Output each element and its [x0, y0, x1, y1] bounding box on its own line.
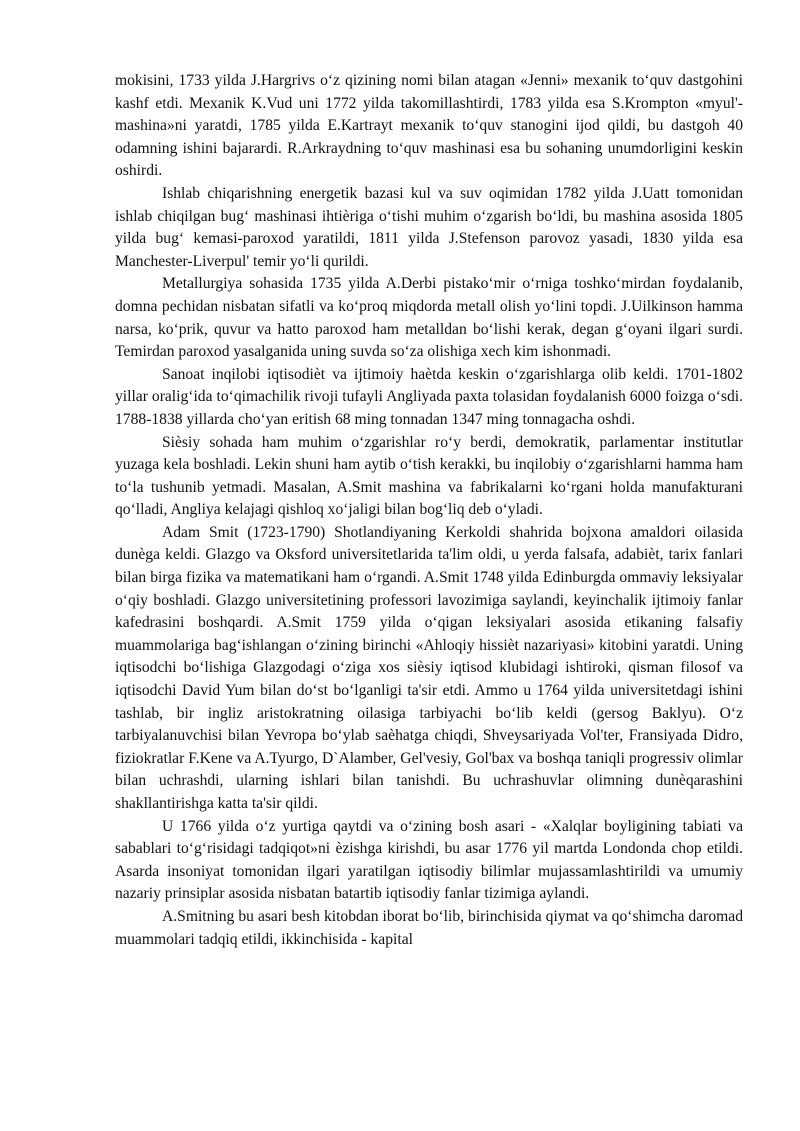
document-page: [115, 70, 743, 951]
paragraph-book-structure: A.Smitning bu asari besh kitobdan iborat bo‘lib, birinchisida qiymat va qo‘shimcha daromad muammolari tadqiq etildi, ikkinchisida - kapital: [115, 907, 743, 948]
paragraph-political-changes: Sièsiy sohada ham muhim o‘zgarishlar ro‘y berdi, demokratik, parlamentar institutlar yuzaga kela boshladi. Lekin shuni ham aytib o‘tish kerakki, bu inqilobiy o‘zgarishlarni hamma ham to‘la tushunib yetmadi. Masalan, A.Smit mashina va fabrikalarni ko‘rgani holda manufakturani qo‘lladi, Angliya kelajagi qishloq xo‘jaligi bilan bog‘liq deb o‘yladi.: [115, 433, 743, 519]
paragraph-metallurgy: Metallurgiya sohasida 1735 yilda A.Derbi pistako‘mir o‘rniga toshko‘mirdan foydalanib, domna pechidan nisbatan sifatli va ko‘proq miqdorda metall olish yo‘lini topdi. J.Uilkinson hamma narsa, ko‘prik, quvur va hatto paroxod ham metalldan bo‘lishi kerak, degan g‘oyani ilgari surdi. Temirdan paroxod yasalganida uning suvda so‘za olishiga xech kim ishonmadi.: [115, 275, 743, 361]
paragraph-wealth-of-nations: U 1766 yilda o‘z yurtiga qaytdi va o‘zining bosh asari - «Xalqlar boyligining tabiati va sabablari to‘g‘risidagi tadqiqot»ni èzishga kirishdi, bu asar 1776 yil martda Londonda chop etildi. Asarda insoniyat tomonidan ilgari yaratilgan iqtisodiy bilimlar mujassamlashtirildi va umumiy nazariy prinsiplar asosida nisbatan batartib iqtisodiy fanlar tizimiga aylandi.: [115, 817, 743, 903]
paragraph-adam-smith-biography: Adam Smit (1723-1790) Shotlandiyaning Kerkoldi shahrida bojxona amaldori oilasida dunèga keldi. Glazgo va Oksford universitetlarida ta'lim oldi, u yerda falsafa, adabièt, tarix fanlari bilan birga fizika va matematikani ham o‘rgandi. A.Smit 1748 yilda Edinburgda ommaviy leksiyalar o‘qiy boshladi. Glazgo universitetining professori lavozimiga saylandi, keyinchalik ijtimoiy fanlar kafedrasini boshqardi. A.Smit 1759 yilda o‘qigan leksiyalari asosida etikaning falsafiy muammolariga bag‘ishlangan o‘zining birinchi «Ahloqiy hissièt nazariyasi» kitobini yaratdi. Uning iqtisodchi bo‘lishiga Glazgodagi o‘ziga xos sièsiy iqtisod klubidagi ishtiroki, qisman filosof va iqtisodchi David Yum bilan do‘st bo‘lganligi ta'sir etdi. Ammo u 1764 yilda universitetdagi ishini tashlab, bir ingliz aristokratning oilasiga tarbiyachi bo‘lib keldi (gersog Baklyu). O‘z tarbiyalanuvchisi bilan Yevropa bo‘ylab saèhatga chiqdi, Shveysariyada Vol'ter, Fransiyada Didro, fiziokratlar F.Kene va A.Tyurgo, D`Alamber, Gel'vesiy, Gol'bax va boshqa taniqli progressiv olimlar bilan uchrashdi, ularning ishlari bilan tanishdi. Bu uchrashuvlar olimning dunèqarashini shakllantirishga katta ta'sir qildi.: [115, 523, 743, 812]
paragraph-steam-engine: Ishlab chiqarishning energetik bazasi kul va suv oqimidan 1782 yilda J.Uatt tomonidan ishlab chiqilgan bug‘ mashinasi ihtièriga o‘tishi muhim o‘zgarish bo‘ldi, bu mashina asosida 1805 yilda bug‘ kemasi-paroxod yaratildi, 1811 yilda J.Stefenson parovoz yasadi, 1830 yilda esa Manchester-Liverpul' temir yo‘li qurildi.: [115, 184, 743, 270]
paragraph-textile-inventions: mokisini, 1733 yilda J.Hargrivs o‘z qizining nomi bilan atagan «Jenni» mexanik to‘quv dastgohini kashf etdi. Mexanik K.Vud uni 1772 yilda takomillashtirdi, 1783 yilda esa S.Krompton «myul'-mashina»ni yaratdi, 1785 yilda E.Kartrayt mexanik to‘quv stanogini ijod qildi, bu dastgoh 40 odamning ishini bajarardi. R.Arkraydning to‘quv mashinasi esa bu sohaning unumdorligini keskin oshirdi.: [115, 72, 743, 180]
paragraph-industrial-revolution: Sanoat inqilobi iqtisodièt va ijtimoiy haètda keskin o‘zgarishlarga olib keldi. 1701-1802 yillar oralig‘ida to‘qimachilik rivoji tufayli Angliyada paxta tolasidan foydalanish 6000 foizga o‘sdi. 1788-1838 yillarda cho‘yan eritish 68 ming tonnadan 1347 ming tonnagacha oshdi.: [115, 365, 743, 428]
